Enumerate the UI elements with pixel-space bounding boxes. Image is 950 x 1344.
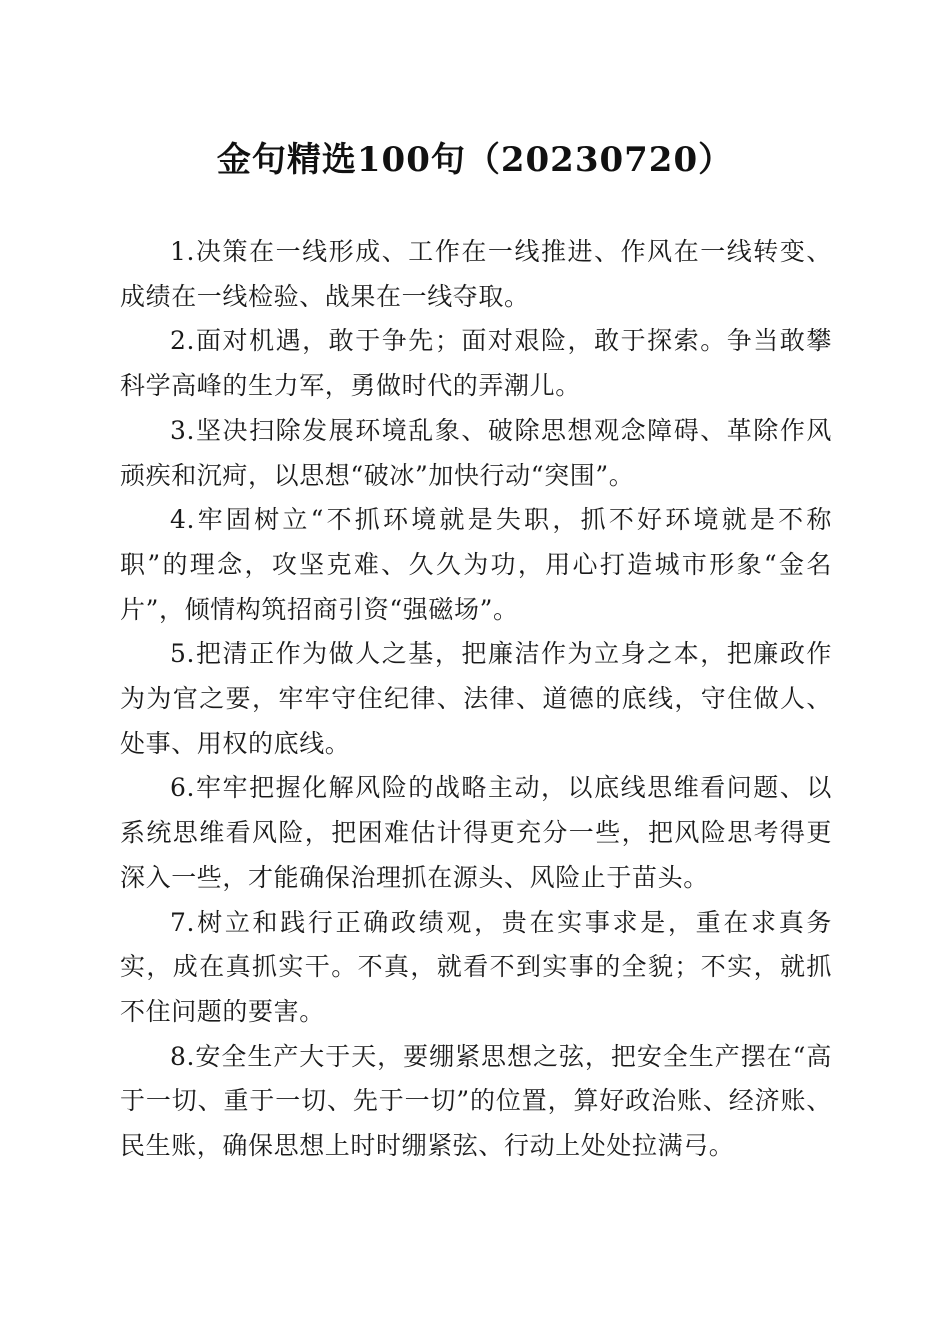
paragraph-4: 4.牢固树立“不抓环境就是失职，抓不好环境就是不称职”的理念，攻坚克难、久久为功，用心打造城市形象“金名片”，倾情构筑招商引资“强磁场”。	[120, 505, 832, 624]
document-title: 金句精选100句（20230720）	[216, 140, 734, 180]
document-body	[120, 230, 832, 1169]
paragraph-3: 3.坚决扫除发展环境乱象、破除思想观念障碍、革除作风顽疾和沉疴，以思想“破冰”加快行动“突围”。	[120, 415, 832, 490]
paragraph-2: 2.面对机遇，敢于争先；面对艰险，敢于探索。争当敢攀科学高峰的生力军，勇做时代的弄潮儿。	[120, 326, 832, 401]
paragraph-5: 5.把清正作为做人之基，把廉洁作为立身之本，把廉政作为为官之要，牢牢守住纪律、法律、道德的底线，守住做人、处事、用权的底线。	[120, 639, 832, 758]
paragraph-8: 8.安全生产大于天，要绷紧思想之弦，把安全生产摆在“高于一切、重于一切、先于一切”的位置，算好政治账、经济账、民生账，确保思想上时时绷紧弦、行动上处处拉满弓。	[120, 1041, 832, 1161]
paragraph-6: 6.牢牢把握化解风险的战略主动，以底线思维看问题、以系统思维看风险，把困难估计得更充分一些，把风险思考得更深入一些，才能确保治理抓在源头、风险止于苗头。	[120, 773, 832, 892]
paragraph-1: 1.决策在一线形成、工作在一线推进、作风在一线转变、成绩在一线检验、战果在一线夺取。	[120, 237, 832, 311]
paragraph-7: 7.树立和践行正确政绩观，贵在实事求是，重在求真务实，成在真抓实干。不真，就看不到实事的全貌；不实，就抓不住问题的要害。	[120, 907, 832, 1026]
